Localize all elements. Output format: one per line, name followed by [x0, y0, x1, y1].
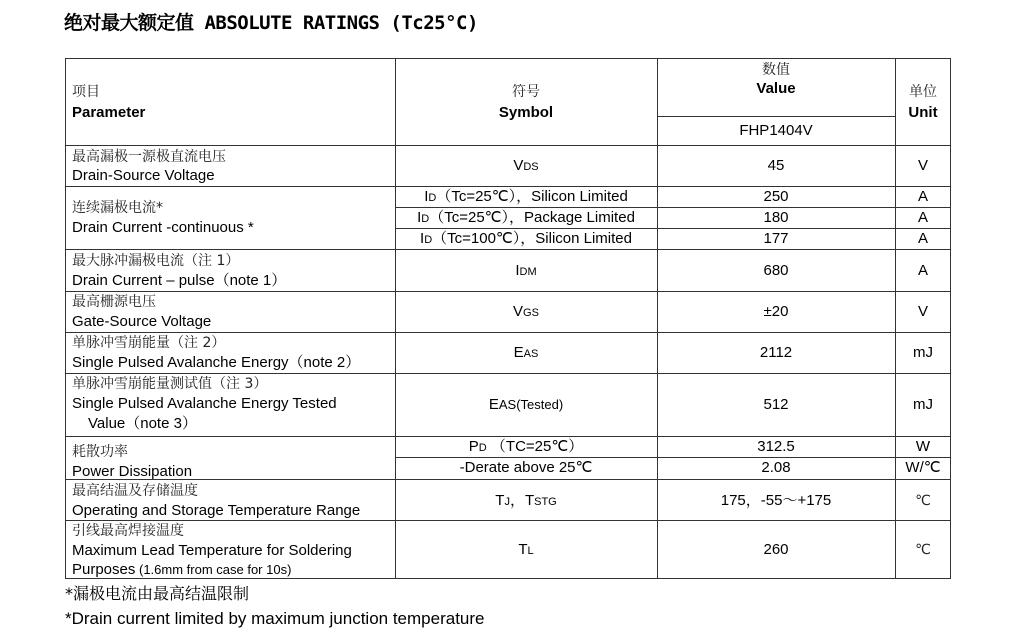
row-unit: V — [917, 157, 929, 174]
row-param-en: Operating and Storage Temperature Range — [72, 502, 361, 519]
row-param-en: Single Pulsed Avalanche Energy（note 2） — [72, 354, 361, 371]
row-param-cn: 最高结温及存储温度 — [72, 483, 198, 499]
row-value: 180 — [763, 209, 789, 226]
row-divider — [657, 116, 895, 117]
row-unit: A — [917, 262, 929, 279]
row-value: ±20 — [763, 303, 789, 320]
row-param-cn: 单脉冲雪崩能量（注 2） — [72, 335, 226, 351]
row-symbol: ID（Tc=25℃），Package Limited — [417, 209, 635, 226]
row-symbol: PD （TC=25℃） — [468, 438, 584, 455]
row-value: 175，-55～+175 — [720, 492, 832, 509]
header-parameter-en: Parameter — [72, 104, 146, 121]
row-param-cn: 引线最高焊接温度 — [72, 523, 184, 539]
row-unit: A — [917, 230, 929, 247]
row-unit: V — [917, 303, 929, 320]
row-value: 2.08 — [761, 459, 791, 476]
row-param-en: Gate-Source Voltage — [72, 313, 212, 330]
row-value: 45 — [767, 157, 785, 174]
row-param-en: Drain-Source Voltage — [72, 167, 215, 184]
header-symbol-en: Symbol — [498, 104, 554, 121]
row-divider — [66, 291, 950, 292]
page-title: 绝对最大额定值 ABSOLUTE RATINGS (Tc25°C) — [64, 12, 478, 34]
row-unit: W/℃ — [905, 459, 941, 476]
row-unit: A — [917, 188, 929, 205]
row-symbol: VGS — [513, 303, 539, 320]
row-param-en-cont: Value（note 3） — [88, 415, 197, 432]
footnote-en: *Drain current limited by maximum junction temperature — [65, 609, 485, 628]
row-param-cn: 最大脉冲漏极电流（注 1） — [72, 253, 240, 269]
row-symbol: IDM — [515, 262, 537, 279]
header-parameter-cn: 项目 — [72, 84, 100, 100]
row-param-cn: 单脉冲雪崩能量测试值（注 3） — [72, 376, 268, 392]
row-symbol: TL — [518, 541, 534, 558]
header-unit-cn: 单位 — [909, 84, 937, 100]
row-value: 512 — [763, 396, 789, 413]
row-unit: ℃ — [915, 493, 931, 509]
row-symbol: ID（Tc=25℃），Silicon Limited — [424, 188, 628, 205]
row-value: 260 — [763, 541, 789, 558]
row-param-cn: 最高栅源电压 — [72, 294, 156, 310]
row-value: 2112 — [759, 344, 793, 361]
row-symbol: EAS — [513, 344, 539, 361]
row-param-cn: 耗散功率 — [72, 444, 128, 460]
col-divider — [395, 59, 396, 578]
row-unit: mJ — [913, 396, 933, 413]
row-param-en: Maximum Lead Temperature for Soldering — [72, 542, 352, 559]
row-value: 312.5 — [757, 438, 795, 455]
header-value-en: Value — [756, 80, 796, 97]
row-divider — [66, 479, 950, 480]
header-part-number: FHP1404V — [739, 122, 813, 139]
row-unit: W — [915, 438, 931, 455]
row-param-en-cont: Purposes (1.6mm from case for 10s) — [72, 561, 292, 578]
row-param-cn: 最高漏极一源极直流电压 — [72, 149, 226, 165]
row-param-cn: 连续漏极电流* — [72, 200, 163, 216]
row-symbol: TJ，TSTG — [495, 492, 557, 509]
row-unit: ℃ — [915, 542, 931, 558]
absolute-ratings-table — [65, 58, 951, 579]
header-symbol-cn: 符号 — [512, 84, 540, 100]
col-divider — [657, 59, 658, 578]
row-symbol: VDS — [513, 157, 539, 174]
header-value-cn: 数值 — [762, 62, 790, 78]
col-divider — [895, 59, 896, 578]
row-unit: A — [917, 209, 929, 226]
row-param-en: Power Dissipation — [72, 463, 193, 480]
row-value: 177 — [763, 230, 789, 247]
footnote-cn: *漏极电流由最高结温限制 — [65, 584, 250, 603]
row-param-en: Single Pulsed Avalanche Energy Tested — [72, 395, 337, 412]
row-symbol: EAS(Tested) — [488, 396, 564, 413]
row-param-en: Drain Current – pulse（note 1） — [72, 272, 287, 289]
row-value: 680 — [763, 262, 789, 279]
row-divider — [66, 145, 950, 146]
row-symbol: -Derate above 25℃ — [459, 459, 593, 476]
header-unit-en: Unit — [908, 104, 938, 121]
row-unit: mJ — [913, 344, 933, 361]
row-symbol: ID（Tc=100℃），Silicon Limited — [420, 230, 632, 247]
row-param-en: Drain Current -continuous * — [72, 219, 254, 236]
row-value: 250 — [763, 188, 789, 205]
